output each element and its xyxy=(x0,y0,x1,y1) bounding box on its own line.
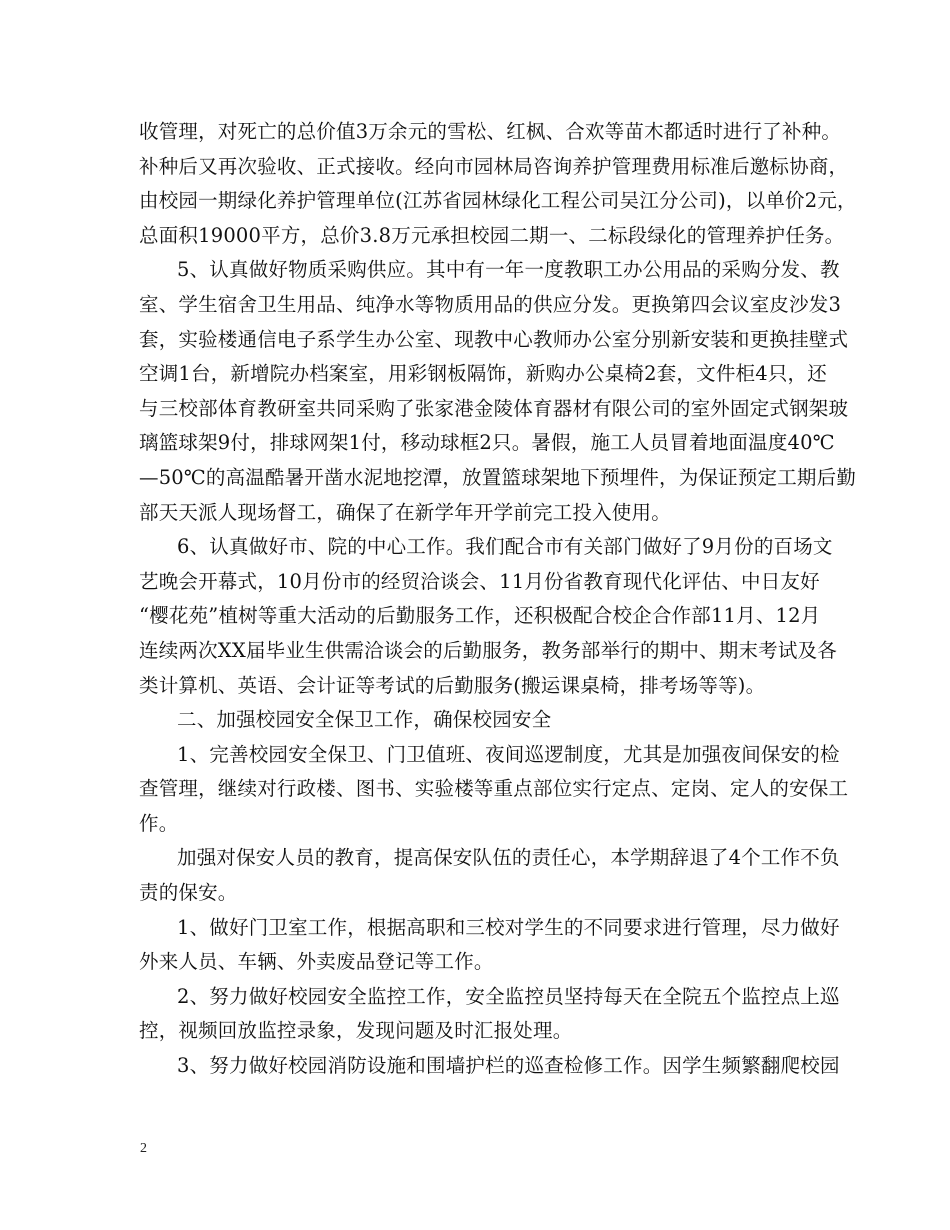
text-line: “樱花苑”植树等重大活动的后勤服务工作，还积极配合校企合作部11月、12月 xyxy=(139,604,821,628)
text-line: 与三校部体育教研室共同采购了张家港金陵体育器材有限公司的室外固定式钢架玻 xyxy=(139,396,849,420)
text-line: 2、努力做好校园安全监控工作，安全监控员坚持每天在全院五个监控点上巡 xyxy=(177,984,840,1008)
body-text xyxy=(139,115,857,1084)
text-line: 璃篮球架9付，排球网架1付，移动球框2只。暑假，施工人员冒着地面温度40℃ xyxy=(139,431,835,455)
text-line: 5、认真做好物质采购供应。其中有一年一度教职工办公用品的采购分发、教 xyxy=(177,258,840,282)
text-line: 空调1台，新增院办档案室，用彩钢板隔饰，新购办公桌椅2套，文件柜4只，还 xyxy=(139,362,827,386)
text-line: 总面积19000平方，总价3.8万元承担校园二期一、二标段绿化的管理养护任务。 xyxy=(139,223,845,247)
text-line: 收管理，对死亡的总价值3万余元的雪松、红枫、合欢等苗木都适时进行了补种。 xyxy=(139,120,842,143)
text-line: 室、学生宿舍卫生用品、纯净水等物质用品的供应分发。更换第四会议室皮沙发3 xyxy=(139,292,842,316)
text-line: 责的保安。 xyxy=(139,881,238,905)
text-line: 控，视频回放监控录象，发现问题及时汇报处理。 xyxy=(139,1019,573,1043)
text-line: 部天天派人现场督工，确保了在新学年开学前完工投入使用。 xyxy=(139,500,671,524)
text-line: 外来人员、车辆、外卖废品登记等工作。 xyxy=(139,950,494,974)
text-line: 补种后又再次验收、正式接收。经向市园林局咨询养护管理费用标准后邀标协商， xyxy=(139,154,849,178)
text-line: 加强对保安人员的教育，提高保安队伍的责任心，本学期辞退了4个工作不负 xyxy=(177,846,840,870)
text-line: 6、认真做好市、院的中心工作。我们配合市有关部门做好了9月份的百场文 xyxy=(177,535,833,559)
text-line: 3、努力做好校园消防设施和围墙护栏的巡查检修工作。因学生频繁翻爬校园 xyxy=(177,1054,840,1078)
text-line: 作。 xyxy=(139,811,179,835)
text-line: —50℃的高温酷暑开凿水泥地挖潭，放置篮球架地下预埋件，为保证预定工期后勤 xyxy=(139,465,857,489)
text-line: 连续两次XX届毕业生供需洽谈会的后勤服务，教务部举行的期中、期末考试及各 xyxy=(139,638,837,662)
text-line: 1、做好门卫室工作，根据高职和三校对学生的不同要求进行管理，尽力做好 xyxy=(177,915,840,939)
text-line: 查管理，继续对行政楼、图书、实验楼等重点部位实行定点、定岗、定人的安保工 xyxy=(139,777,849,801)
section-heading: 二、加强校园安全保卫工作，确保校园安全 xyxy=(177,708,552,732)
text-line: 套，实验楼通信电子系学生办公室、现教中心教师办公室分别新安装和更换挂壁式 xyxy=(139,327,849,351)
text-line: 1、完善校园安全保卫、门卫值班、夜间巡逻制度，尤其是加强夜间保安的检 xyxy=(177,742,840,766)
page-number: 2 xyxy=(140,1141,147,1156)
text-line: 类计算机、英语、会计证等考试的后勤服务(搬运课桌椅，排考场等等)。 xyxy=(139,673,766,697)
text-line: 艺晚会开幕式，10月份市的经贸洽谈会、11月份省教育现代化评估、中日友好 xyxy=(139,569,820,593)
text-line: 由校园一期绿化养护管理单位(江苏省园林绿化工程公司吴江分公司)，以单价2元， xyxy=(139,189,857,213)
